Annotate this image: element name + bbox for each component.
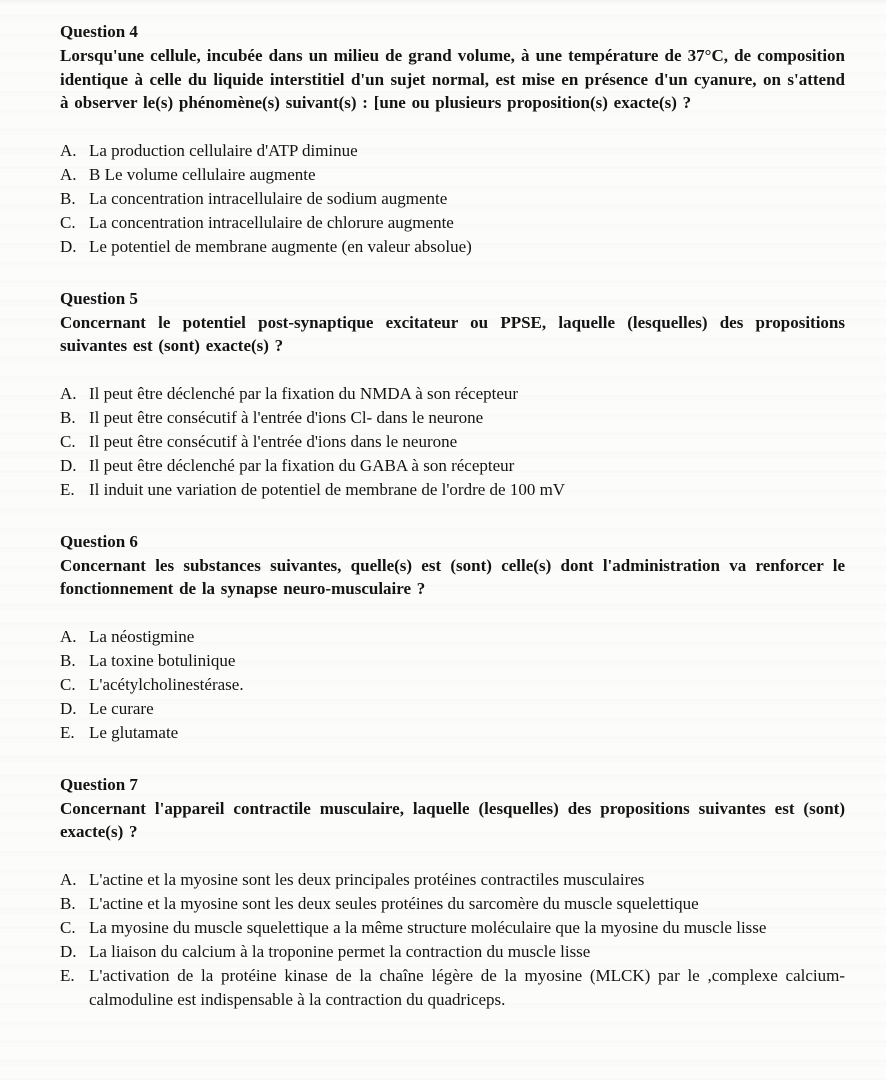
option-letter: A.	[60, 869, 77, 889]
option-letter: B.	[60, 188, 76, 208]
option-row	[60, 163, 845, 187]
option-row	[60, 892, 845, 916]
option-letter: D.	[60, 236, 77, 256]
option-letter: A.	[60, 164, 77, 184]
option-text: Il peut être consécutif à l'entrée d'ions Cl- dans le neurone	[89, 407, 484, 427]
option-row	[60, 625, 845, 649]
option-row	[60, 235, 845, 259]
option-text: La toxine botulinique	[89, 650, 236, 670]
question-title: Question 5	[60, 288, 138, 308]
option-text: La production cellulaire d'ATP diminue	[89, 140, 358, 160]
question-block	[60, 287, 845, 502]
option-text: La liaison du calcium à la troponine permet la contraction du muscle lisse	[89, 941, 591, 961]
option-letter: C.	[60, 917, 76, 937]
option-row	[60, 406, 845, 430]
option-text: Il peut être déclenché par la fixation du GABA à son récepteur	[89, 455, 515, 475]
option-row	[60, 430, 845, 454]
question-statement: Concernant le potentiel post-synaptique excitateur ou PPSE, laquelle (lesquelles) des propositions suivantes est (sont) exacte(s) ?	[60, 312, 845, 355]
question-statement: Lorsqu'une cellule, incubée dans un milieu de grand volume, à une température de 37°C, de composition identique à celle du liquide interstitiel d'un sujet normal, est mise en présence d'un cyanure, on s'attend à observer le(s) phénomène(s) suivant(s) : [une ou plusieurs proposition(s) exacte(s) ?	[60, 46, 845, 112]
option-text: L'acétylcholinestérase.	[89, 674, 244, 694]
option-row	[60, 454, 845, 478]
options-list	[60, 625, 845, 745]
option-row	[60, 868, 845, 892]
question-title: Question 6	[60, 531, 138, 551]
option-row	[60, 187, 845, 211]
option-text: La néostigmine	[89, 626, 195, 646]
options-list	[60, 382, 845, 502]
option-text: La myosine du muscle squelettique a la même structure moléculaire que la myosine du muscle lisse	[89, 917, 767, 937]
option-letter: B.	[60, 893, 76, 913]
option-text: La concentration intracellulaire de sodium augmente	[89, 188, 448, 208]
option-letter: D.	[60, 941, 77, 961]
option-letter: E.	[60, 965, 75, 985]
option-row	[60, 211, 845, 235]
question-statement: Concernant l'appareil contractile musculaire, laquelle (lesquelles) des propositions suivantes est (sont) exacte(s) ?	[60, 798, 845, 841]
options-list	[60, 868, 845, 1012]
option-letter: D.	[60, 698, 77, 718]
question-title: Question 4	[60, 22, 138, 41]
question-block	[60, 20, 845, 259]
option-letter: D.	[60, 455, 77, 475]
option-letter: C.	[60, 431, 76, 451]
option-text: Il induit une variation de potentiel de membrane de l'ordre de 100 mV	[89, 479, 566, 499]
option-letter: E.	[60, 479, 75, 499]
option-text: L'actine et la myosine sont les deux principales protéines contractiles musculaires	[89, 869, 645, 889]
option-row	[60, 964, 845, 1012]
question-block	[60, 773, 845, 1012]
option-text: Le potentiel de membrane augmente (en valeur absolue)	[89, 236, 472, 256]
option-letter: A.	[60, 383, 77, 403]
option-text: L'actine et la myosine sont les deux seules protéines du sarcomère du muscle squelettique	[89, 893, 699, 913]
option-row	[60, 721, 845, 745]
option-row	[60, 697, 845, 721]
option-letter: C.	[60, 212, 76, 232]
question-title: Question 7	[60, 774, 138, 794]
option-letter: C.	[60, 674, 76, 694]
option-row	[60, 916, 845, 940]
option-row	[60, 940, 845, 964]
option-row	[60, 139, 845, 163]
option-text: Le glutamate	[89, 722, 179, 742]
option-text: B Le volume cellulaire augmente	[89, 164, 316, 184]
question-block	[60, 530, 845, 745]
option-row	[60, 673, 845, 697]
question-statement: Concernant les substances suivantes, quelle(s) est (sont) celle(s) dont l'administration va renforcer le fonctionnement de la synapse neuro-musculaire ?	[60, 555, 845, 598]
option-text: L'activation de la protéine kinase de la chaîne légère de la myosine (MLCK) par le ,complexe calcium-calmoduline est indispensable à la contraction du quadriceps.	[89, 965, 845, 1009]
option-text: Le curare	[89, 698, 154, 718]
option-text: Il peut être consécutif à l'entrée d'ions dans le neurone	[89, 431, 458, 451]
option-row	[60, 478, 845, 502]
option-text: La concentration intracellulaire de chlorure augmente	[89, 212, 454, 232]
option-letter: A.	[60, 140, 77, 160]
option-row	[60, 649, 845, 673]
option-letter: E.	[60, 722, 75, 742]
option-letter: B.	[60, 650, 76, 670]
option-letter: A.	[60, 626, 77, 646]
options-list	[60, 139, 845, 259]
question-list	[60, 20, 845, 1012]
option-text: Il peut être déclenché par la fixation du NMDA à son récepteur	[89, 383, 519, 403]
option-letter: B.	[60, 407, 76, 427]
option-row	[60, 382, 845, 406]
